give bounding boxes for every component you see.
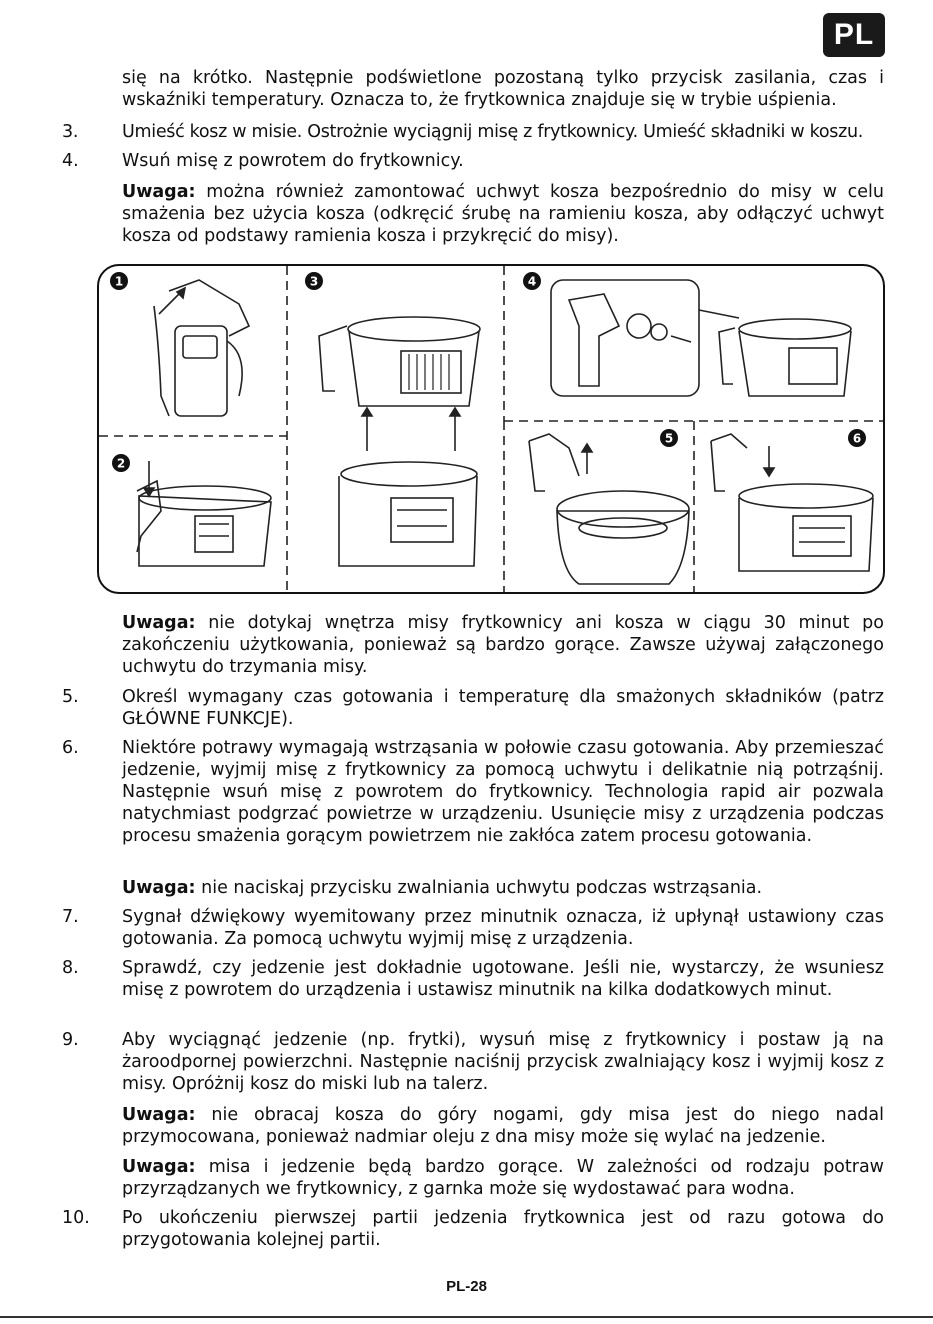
step-5 — [62, 686, 884, 730]
step-text: Sprawdź, czy jedzenie jest dokładnie ugotowane. Jeśli nie, wystarczy, że wsuniesz misę z powrotem do urządzenia i ustawisz minutnik na kilka dodatkowych minut. — [122, 958, 884, 1000]
step-4 — [62, 150, 884, 172]
note-2 — [122, 612, 884, 678]
note-text: nie obracaj kosza do góry nogami, gdy misa jest do niego nadal przymocowana, ponieważ nadmiar oleju z dna misy może się wylać na jedzenie. — [122, 1105, 884, 1147]
step-number: 5. — [62, 687, 79, 707]
note-label: Uwaga: — [122, 878, 196, 898]
note-1 — [122, 181, 884, 247]
step-number: 8. — [62, 958, 79, 978]
note-4 — [122, 1104, 884, 1148]
marker-6: 6 — [852, 431, 862, 446]
note-label: Uwaga: — [122, 1157, 196, 1177]
note-text: nie naciskaj przycisku zwalniania uchwytu podczas wstrząsania. — [201, 878, 763, 898]
step-7 — [62, 906, 884, 950]
step-number: 9. — [62, 1030, 79, 1050]
note-text: nie dotykaj wnętrza misy frytkownicy ani kosza w ciągu 30 minut po zakończeniu użytkowania, ponieważ są bardzo gorące. Zawsze używaj załączonego uchwytu do trzymania misy. — [122, 613, 884, 677]
step-text: Określ wymagany czas gotowania i temperaturę dla smażonych składników (patrz GŁÓWNE FUNKCJE). — [122, 687, 884, 729]
step-text: Sygnał dźwiękowy wyemitowany przez minutnik oznacza, iż upłynął ustawiony czas gotowania. Za pomocą uchwytu wyjmij misę z urządzenia. — [122, 907, 884, 949]
marker-4: 4 — [527, 274, 537, 289]
step-text: Niektóre potrawy wymagają wstrząsania w połowie czasu gotowania. Aby przemieszać jedzenie, wyjmij misę z frytkownicy za pomocą uchwytu i delikatnie nią potrząśnij. Następnie wsuń misę z powrotem do frytkownicy. Technologia rapid air pozwala natychmiast podgrzać powietrze w urządzeniu. Usunięcie misy z urządzenia podczas procesu smażenia gorącym powietrzem nie zakłóca zatem procesu gotowania. — [122, 738, 884, 846]
step-10 — [62, 1207, 884, 1251]
step-number: 3. — [62, 122, 79, 142]
step-number: 10. — [62, 1208, 90, 1228]
marker-2: 2 — [116, 456, 126, 471]
step-number: 6. — [62, 738, 79, 758]
step-8 — [62, 957, 884, 1001]
page-number: PL-28 — [446, 1278, 487, 1295]
step-9 — [62, 1029, 884, 1095]
bottom-divider — [0, 1316, 933, 1318]
step-text: Po ukończeniu pierwszej partii jedzenia frytkownica jest od razu gotowa do przygotowania kolejnej partii. — [122, 1208, 884, 1250]
note-5 — [122, 1156, 884, 1200]
illustration-drawing — [99, 266, 885, 594]
marker-5: 5 — [664, 431, 674, 446]
note-text: misa i jedzenie będą bardzo gorące. W zależności od rodzaju potraw przyrządzanych we frytkownicy, z garnka może się wydostawać para wodna. — [122, 1157, 884, 1199]
note-label: Uwaga: — [122, 182, 196, 202]
marker-3: 3 — [309, 274, 319, 289]
note-label: Uwaga: — [122, 613, 196, 633]
step-text: Umieść kosz w misie. Ostrożnie wyciągnij misę z frytkownicy. Umieść składniki w koszu. — [122, 122, 864, 142]
note-label: Uwaga: — [122, 1105, 196, 1125]
step-6 — [62, 737, 884, 847]
assembly-illustration — [97, 264, 885, 594]
step-text: Wsuń misę z powrotem do frytkownicy. — [122, 151, 464, 171]
intro-text: się na krótko. Następnie podświetlone pozostaną tylko przycisk zasilania, czas i wskaźniki temperatury. Oznacza to, że frytkownica znajduje się w trybie uśpienia. — [122, 68, 884, 110]
step-text: Aby wyciągnąć jedzenie (np. frytki), wysuń misę z frytkownicy i postaw ją na żaroodpornej powierzchni. Następnie naciśnij przycisk zwalniający kosz i wyjmij kosz z misy. Opróżnij kosz do miski lub na talerz. — [122, 1030, 884, 1094]
marker-1: 1 — [114, 274, 124, 289]
note-3 — [122, 877, 884, 899]
step-number: 7. — [62, 907, 79, 927]
note-text: można również zamontować uchwyt kosza bezpośrednio do misy w celu smażenia bez użycia kosza (odkręcić śrubę na ramieniu kosza, aby odłączyć uchwyt kosza od podstawy ramienia kosza i przykręcić do misy). — [122, 182, 884, 246]
step-3 — [62, 121, 884, 143]
language-badge: PL — [823, 13, 885, 57]
step-number: 4. — [62, 151, 79, 171]
